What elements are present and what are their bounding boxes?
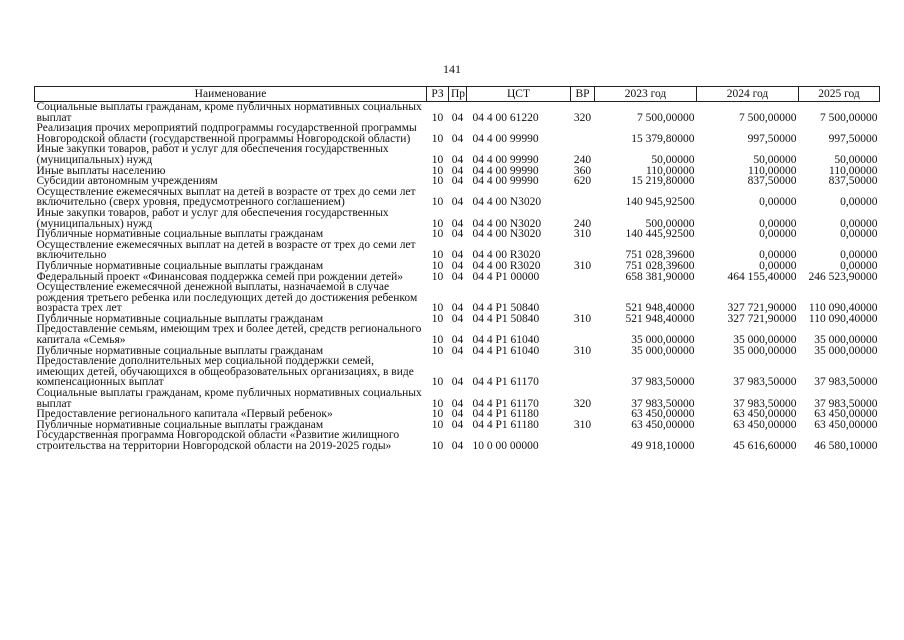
row-name: Иные закупки товаров, работ и услуг для обеспечения государственных (муниципальных) нужд bbox=[36, 143, 389, 166]
row-2024: 63 450,00000 bbox=[733, 408, 797, 421]
row-name: Иные закупки товаров, работ и услуг для обеспечения государственных (муниципальных) нужд bbox=[36, 206, 389, 230]
table-row bbox=[35, 430, 880, 451]
row-name: Осуществление ежемесячной денежной выплаты, назначаемой в случае рождения третьего ребенка или последующих детей до достижения ребенком возраста трех лет bbox=[36, 281, 418, 315]
row-2024: 0,00000 bbox=[759, 196, 797, 209]
row-rz: 10 bbox=[431, 344, 444, 357]
row-2025: 0,00000 bbox=[840, 217, 878, 230]
row-name: Предоставление регионального капитала «Первый ребенок» bbox=[36, 408, 333, 421]
row-2024: 837,50000 bbox=[747, 175, 797, 188]
table-row bbox=[35, 388, 880, 409]
row-cst: 04 4 00 99990 bbox=[472, 153, 539, 166]
row-2025: 110 090,40000 bbox=[808, 302, 878, 315]
row-cst: 04 4 00 N3020 bbox=[472, 228, 542, 241]
row-rz: 10 bbox=[431, 408, 444, 421]
row-vr bbox=[571, 123, 595, 144]
row-2025: 50,00000 bbox=[834, 153, 878, 166]
row-2025: 37 983,50000 bbox=[814, 397, 878, 410]
row-2023: 63 450,00000 bbox=[631, 408, 695, 421]
row-2025: 110,00000 bbox=[829, 164, 878, 177]
budget-table bbox=[34, 86, 880, 452]
row-name: Осуществление ежемесячных выплат на детей в возрасте от трех до семи лет включительно bbox=[36, 238, 416, 262]
row-cst: 04 4 00 N3020 bbox=[472, 196, 542, 209]
row-pr: 04 bbox=[451, 344, 464, 357]
row-2025: 7 500,00000 bbox=[820, 111, 878, 124]
row-rz: 10 bbox=[431, 217, 444, 230]
row-2023: 15 379,80000 bbox=[631, 132, 695, 145]
table-row bbox=[35, 356, 880, 388]
row-rz: 10 bbox=[431, 440, 444, 452]
row-vr: 360 bbox=[573, 164, 592, 177]
row-rz: 10 bbox=[431, 164, 444, 177]
table-row bbox=[35, 261, 880, 272]
row-2024: 63 450,00000 bbox=[733, 418, 797, 431]
row-2023: 658 381,90000 bbox=[625, 270, 695, 283]
row-pr: 04 bbox=[451, 334, 464, 347]
row-name: Субсидии автономным учреждениям bbox=[36, 175, 218, 188]
row-name: Государственная программа Новгородской области «Развитие жилищного строительства на территории Новгородской области на 2019-2025 годы» bbox=[36, 429, 400, 452]
row-vr: 320 bbox=[573, 397, 592, 410]
row-pr: 04 bbox=[451, 376, 464, 389]
row-cst: 04 4 P1 61040 bbox=[472, 344, 540, 357]
row-vr bbox=[571, 282, 595, 314]
row-pr: 04 bbox=[451, 312, 464, 325]
row-pr: 04 bbox=[451, 259, 464, 272]
row-2025: 0,00000 bbox=[840, 228, 878, 241]
row-2024: 997,50000 bbox=[747, 132, 797, 145]
table-row bbox=[35, 282, 880, 314]
row-2023: 521 948,40000 bbox=[625, 312, 695, 325]
row-cst: 04 4 00 61220 bbox=[472, 111, 539, 124]
row-cst: 10 0 00 00000 bbox=[472, 440, 539, 452]
row-2023: 500,00000 bbox=[645, 217, 695, 230]
row-name: Социальные выплаты гражданам, кроме публичных нормативных социальных выплат bbox=[36, 101, 422, 124]
header-cst: ЦСТ bbox=[467, 87, 571, 102]
row-rz: 10 bbox=[431, 376, 444, 389]
row-2023: 751 028,39600 bbox=[625, 249, 695, 262]
row-vr: 240 bbox=[573, 217, 592, 230]
row-name: Предоставление дополнительных мер социальной поддержки семей, имеющих детей, обучающихся в общеобразовательных организациях, в виде компенсационных выплат bbox=[36, 355, 414, 389]
row-rz: 10 bbox=[431, 196, 444, 209]
row-rz: 10 bbox=[431, 270, 444, 283]
row-cst: 04 4 P1 61180 bbox=[472, 418, 539, 431]
row-2025: 110 090,40000 bbox=[808, 312, 878, 325]
table-row bbox=[35, 102, 880, 124]
row-rz: 10 bbox=[431, 249, 444, 262]
row-rz: 10 bbox=[431, 259, 444, 272]
row-2024: 35 000,00000 bbox=[733, 344, 797, 357]
row-2025: 63 450,00000 bbox=[814, 418, 878, 431]
row-2024: 0,00000 bbox=[759, 249, 797, 262]
row-2025: 837,50000 bbox=[828, 175, 878, 188]
page-number: 141 bbox=[443, 62, 461, 76]
table-row bbox=[35, 144, 880, 165]
row-rz: 10 bbox=[431, 418, 444, 431]
row-2025: 246 523,90000 bbox=[808, 270, 878, 283]
row-2023: 37 983,50000 bbox=[631, 376, 695, 389]
row-2024: 45 616,60000 bbox=[733, 440, 797, 452]
row-name: Публичные нормативные социальные выплаты гражданам bbox=[36, 259, 324, 272]
row-pr: 04 bbox=[451, 408, 464, 421]
row-vr bbox=[571, 272, 595, 283]
row-vr bbox=[571, 187, 595, 208]
row-name: Федеральный проект «Финансовая поддержка семей при рождении детей» bbox=[36, 270, 403, 283]
row-2023: 140 945,92500 bbox=[625, 196, 695, 209]
row-pr: 04 bbox=[451, 132, 464, 145]
row-pr: 04 bbox=[451, 249, 464, 262]
row-pr: 04 bbox=[451, 418, 464, 431]
row-cst: 04 4 P1 61180 bbox=[472, 408, 539, 421]
row-2023: 15 219,80000 bbox=[631, 175, 695, 188]
row-pr: 04 bbox=[451, 397, 464, 410]
row-name: Реализация прочих мероприятий подпрограммы государственной программы Новгородской области (государственной программы Новгородской области) bbox=[36, 122, 417, 145]
row-2023: 110,00000 bbox=[646, 164, 695, 177]
row-pr: 04 bbox=[451, 164, 464, 177]
row-vr: 310 bbox=[573, 418, 592, 431]
row-2025: 997,50000 bbox=[828, 132, 878, 145]
row-cst: 04 4 P1 50840 bbox=[472, 312, 540, 325]
row-2024: 7 500,00000 bbox=[739, 111, 797, 124]
row-name: Публичные нормативные социальные выплаты гражданам bbox=[36, 312, 324, 325]
row-2024: 0,00000 bbox=[759, 259, 797, 272]
row-2025: 46 580,10000 bbox=[814, 440, 878, 452]
row-vr bbox=[571, 430, 595, 451]
row-2024: 50,00000 bbox=[753, 153, 797, 166]
row-2023: 521 948,40000 bbox=[625, 302, 695, 315]
row-vr: 240 bbox=[573, 153, 592, 166]
row-cst: 04 4 P1 61170 bbox=[472, 397, 539, 410]
row-2025: 35 000,00000 bbox=[814, 334, 878, 347]
header-row bbox=[35, 87, 880, 102]
row-pr: 04 bbox=[451, 217, 464, 230]
row-name: Иные выплаты населению bbox=[36, 164, 166, 177]
row-2023: 7 500,00000 bbox=[637, 111, 695, 124]
row-vr: 620 bbox=[573, 175, 592, 188]
row-2024: 327 721,90000 bbox=[727, 312, 797, 325]
row-2025: 63 450,00000 bbox=[814, 408, 878, 421]
row-pr: 04 bbox=[451, 270, 464, 283]
row-rz: 10 bbox=[431, 132, 444, 145]
row-cst: 04 4 P1 50840 bbox=[472, 302, 540, 315]
row-cst: 04 4 00 N3020 bbox=[472, 217, 542, 230]
row-name: Осуществление ежемесячных выплат на детей в возрасте от трех до семи лет включительно (сверх уровня, предусмотренного соглашением) bbox=[36, 185, 416, 209]
header-vr: ВР bbox=[571, 87, 595, 102]
row-name: Публичные нормативные социальные выплаты гражданам bbox=[36, 228, 324, 241]
header-rz: РЗ bbox=[427, 87, 449, 102]
table-row bbox=[35, 187, 880, 208]
header-2024: 2024 год bbox=[697, 87, 799, 102]
row-rz: 10 bbox=[431, 312, 444, 325]
row-cst: 04 4 00 99990 bbox=[472, 132, 539, 145]
row-rz: 10 bbox=[431, 397, 444, 410]
row-pr: 04 bbox=[451, 153, 464, 166]
row-2023: 140 445,92500 bbox=[625, 228, 695, 241]
header-2025: 2025 год bbox=[799, 87, 880, 102]
row-vr bbox=[571, 240, 595, 261]
row-2023: 35 000,00000 bbox=[631, 334, 695, 347]
row-2025: 35 000,00000 bbox=[814, 344, 878, 357]
row-2023: 751 028,39600 bbox=[625, 259, 695, 272]
row-pr: 04 bbox=[451, 175, 464, 188]
row-name: Предоставление семьям, имеющим трех и более детей, средств регионального капитала «Семья» bbox=[36, 323, 422, 347]
table-row bbox=[35, 208, 880, 229]
row-rz: 10 bbox=[431, 228, 444, 241]
row-vr: 320 bbox=[573, 111, 592, 124]
row-rz: 10 bbox=[431, 111, 444, 124]
row-vr: 310 bbox=[573, 344, 592, 357]
table-row bbox=[35, 123, 880, 144]
row-rz: 10 bbox=[431, 175, 444, 188]
header-name: Наименование bbox=[35, 87, 427, 102]
header-pr: Пр bbox=[449, 87, 467, 102]
row-2023: 37 983,50000 bbox=[631, 397, 695, 410]
row-cst: 04 4 00 99990 bbox=[472, 175, 539, 188]
row-cst: 04 4 00 R3020 bbox=[472, 259, 541, 272]
row-vr: 310 bbox=[573, 259, 592, 272]
row-cst: 04 4 P1 61040 bbox=[472, 334, 540, 347]
row-2024: 37 983,50000 bbox=[733, 397, 797, 410]
row-vr bbox=[571, 356, 595, 388]
row-pr: 04 bbox=[451, 302, 464, 315]
row-2024: 327 721,90000 bbox=[727, 302, 797, 315]
table-body bbox=[35, 102, 880, 452]
row-rz: 10 bbox=[431, 153, 444, 166]
row-2023: 63 450,00000 bbox=[631, 418, 695, 431]
row-2023: 35 000,00000 bbox=[631, 344, 695, 357]
row-2024: 0,00000 bbox=[759, 228, 797, 241]
row-name: Публичные нормативные социальные выплаты гражданам bbox=[36, 418, 324, 431]
row-cst: 04 4 00 R3020 bbox=[472, 249, 541, 262]
row-name: Социальные выплаты гражданам, кроме публичных нормативных социальных выплат bbox=[36, 387, 422, 410]
row-vr bbox=[571, 324, 595, 345]
row-2025: 37 983,50000 bbox=[814, 376, 878, 389]
row-pr: 04 bbox=[451, 440, 464, 452]
row-2024: 464 155,40000 bbox=[727, 270, 797, 283]
row-cst: 04 4 00 99990 bbox=[472, 164, 539, 177]
row-pr: 04 bbox=[451, 111, 464, 124]
row-vr: 310 bbox=[573, 312, 592, 325]
table-row bbox=[35, 240, 880, 261]
row-cst: 04 4 P1 00000 bbox=[472, 270, 540, 283]
row-2024: 110,00000 bbox=[748, 164, 797, 177]
row-2024: 37 983,50000 bbox=[733, 376, 797, 389]
row-2025: 0,00000 bbox=[840, 196, 878, 209]
row-vr: 310 bbox=[573, 228, 592, 241]
row-name: Публичные нормативные социальные выплаты гражданам bbox=[36, 344, 324, 357]
row-rz: 10 bbox=[431, 334, 444, 347]
header-2023: 2023 год bbox=[595, 87, 697, 102]
row-cst: 04 4 P1 61170 bbox=[472, 376, 539, 389]
row-2025: 0,00000 bbox=[840, 249, 878, 262]
row-pr: 04 bbox=[451, 196, 464, 209]
row-2023: 50,00000 bbox=[651, 153, 695, 166]
row-2025: 0,00000 bbox=[840, 259, 878, 272]
row-2024: 0,00000 bbox=[759, 217, 797, 230]
row-2023: 49 918,10000 bbox=[631, 440, 695, 452]
row-rz: 10 bbox=[431, 302, 444, 315]
table-row bbox=[35, 324, 880, 345]
row-pr: 04 bbox=[451, 228, 464, 241]
row-2024: 35 000,00000 bbox=[733, 334, 797, 347]
